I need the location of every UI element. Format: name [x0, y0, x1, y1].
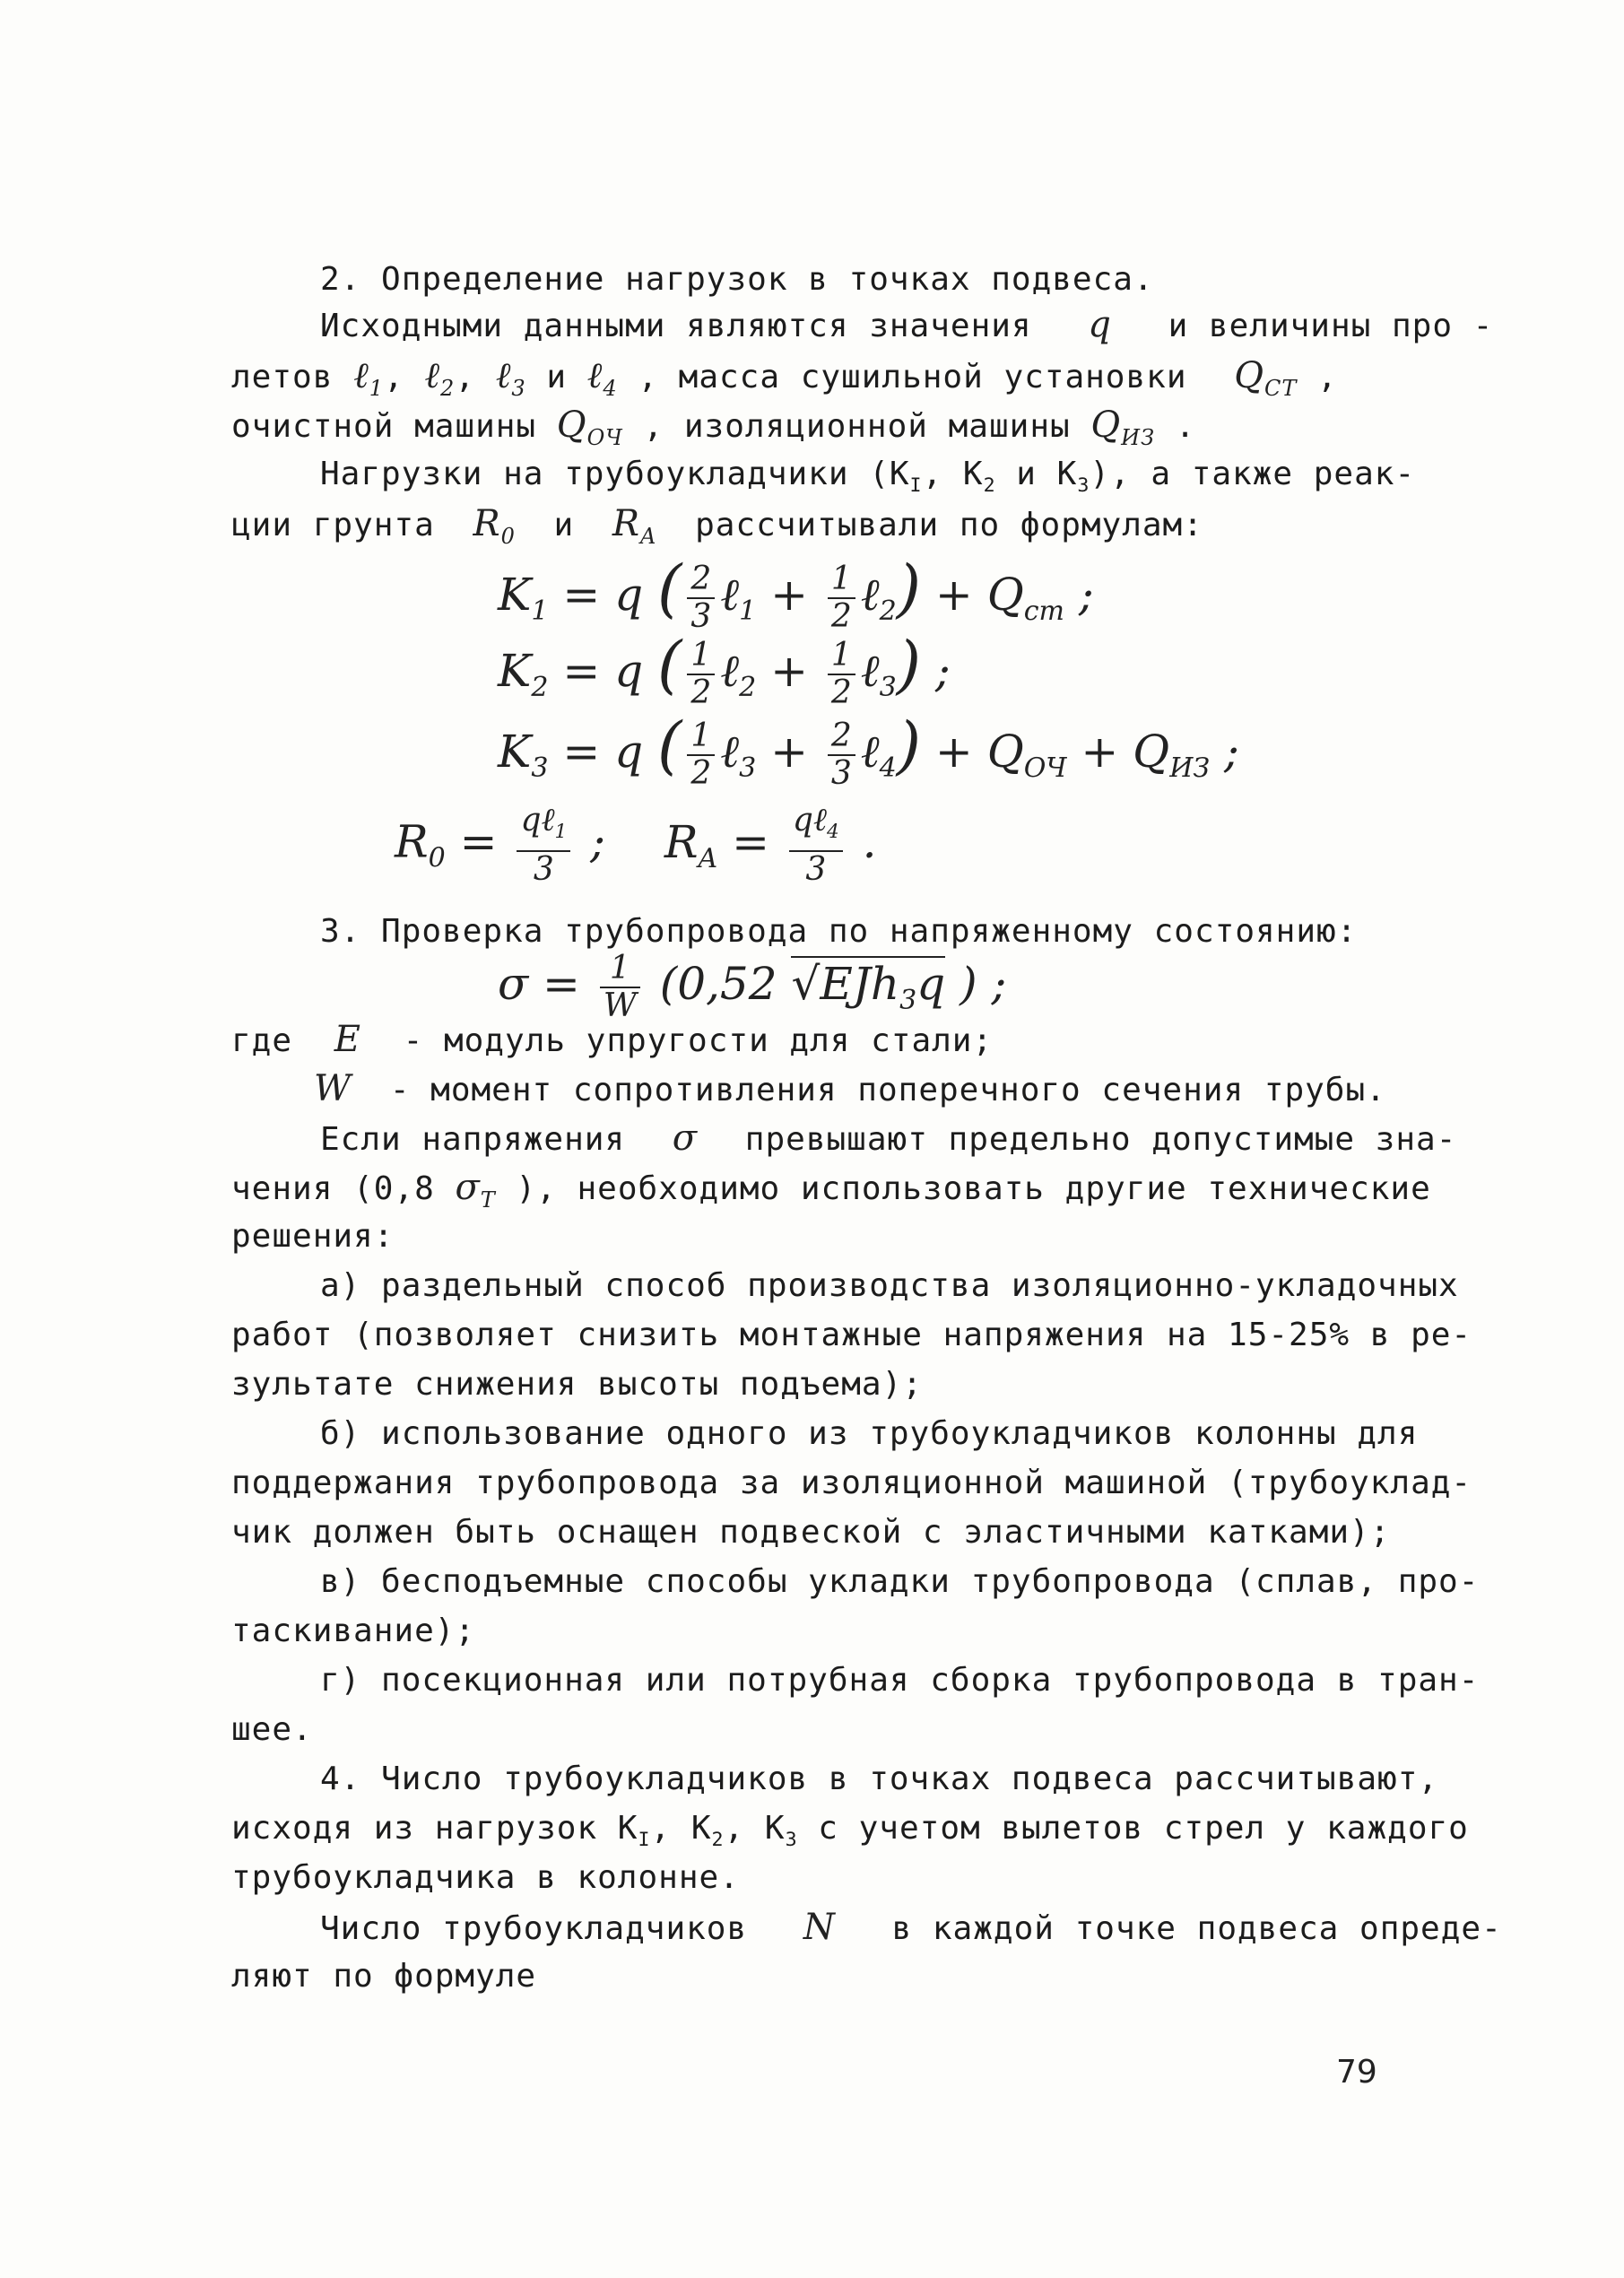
paragraph-line: Если напряжения σ превышают предельно допустимые зна- [320, 1117, 1457, 1159]
list-item-b: б) использование одного из трубоукладчиков колонны для [320, 1415, 1419, 1452]
list-item-c: в) бесподъемные способы укладки трубопровода (сплав, про- [320, 1563, 1480, 1600]
formula-k3: $K_3 = q$ ( $\frac{1}{2}$ ℓ$_3$ + $\frac{2}{3}$ ℓ$_4$) + $Q_{ОЧ} + Q_{ИЗ}$ ; [498, 709, 1239, 792]
paragraph-line: чения (0,8 $\sigma_T$ ), необходимо использовать другие технические [231, 1167, 1431, 1213]
formula-k2: $K_2 = q$ ( $\frac{1}{2}$ ℓ$_2$ + $\frac{1}{2}$ ℓ$_3$) ; [498, 628, 951, 711]
paragraph-line: Число трубоукладчиков N в каждой точке подвеса опреде- [320, 1907, 1502, 1948]
paragraph-line: очистной машины $Q_{ОЧ}$ , изоляционной машины $Q_{ИЗ}$ . [231, 404, 1196, 450]
paragraph-line: где E - модуль упругости для стали; [231, 1019, 994, 1060]
paragraph-line: зультате снижения высоты подъема); [231, 1366, 923, 1403]
list-item-a: а) раздельный способ производства изоляционно-укладочных [320, 1267, 1459, 1304]
section-4-title: 4. Число трубоукладчиков в точках подвеса рассчитывают, [320, 1761, 1439, 1797]
formula-sigma: σ = $\frac{1}{W}$ (0,52 √EJh$_3$q ) ; [498, 950, 1007, 1024]
paragraph-line: трубоукладчика в колонне. [231, 1859, 740, 1896]
paragraph-line: ляют по формуле [231, 1958, 537, 1995]
paragraph-line: W - момент сопротивления поперечного сечения трубы. [314, 1068, 1386, 1109]
formula-reactions: $R_0$ = $\frac{q\ell_1}{3}$ ; $R_A$ = $\frac{q\ell_4}{3}$ . [395, 802, 877, 889]
paragraph-line: поддержания трубопровода за изоляционной машиной (трубоуклад- [231, 1465, 1472, 1501]
paragraph-line: шее. [231, 1711, 313, 1748]
paragraph-line: решения: [231, 1218, 395, 1255]
paragraph-line: ции грунта $R_0$ и $R_A$ рассчитывали по формулам: [231, 503, 1203, 549]
paragraph-line: таскивание); [231, 1613, 476, 1649]
paragraph-line: Исходными данными являются значения q и величины про - [320, 304, 1494, 345]
section-3-title: 3. Проверка трубопровода по напряженному состоянию: [320, 913, 1358, 950]
page-number: 79 [1336, 2054, 1377, 2091]
paragraph-line: работ (позволяет снизить монтажные напряжения на 15-25% в ре- [231, 1317, 1472, 1353]
paragraph-line: чик должен быть оснащен подвеской с эластичными катками); [231, 1514, 1391, 1551]
section-2-title: 2. Определение нагрузок в точках подвеса. [320, 261, 1154, 298]
formula-k1: $K_1 = q$ ( $\frac{2}{3}$ ℓ$_1$ + $\frac{1}{2}$ ℓ$_2$) + $Q_{cm}$ ; [498, 552, 1094, 635]
paragraph-line: исходя из нагрузок $К_I$, $К_2$, $К_3$ с учетом вылетов стрел у каждого [231, 1810, 1469, 1852]
paragraph-line: Нагрузки на трубоукладчики ($К_I$, $К_2$ и $К_3$), а также реак- [320, 456, 1416, 498]
paragraph-line: летов ℓ$_1$, ℓ$_2$, ℓ$_3$ и ℓ$_4$ , масса сушильной установки $Q_{СТ}$ , [231, 355, 1338, 401]
list-item-d: г) посекционная или потрубная сборка трубопровода в тран- [320, 1662, 1480, 1699]
